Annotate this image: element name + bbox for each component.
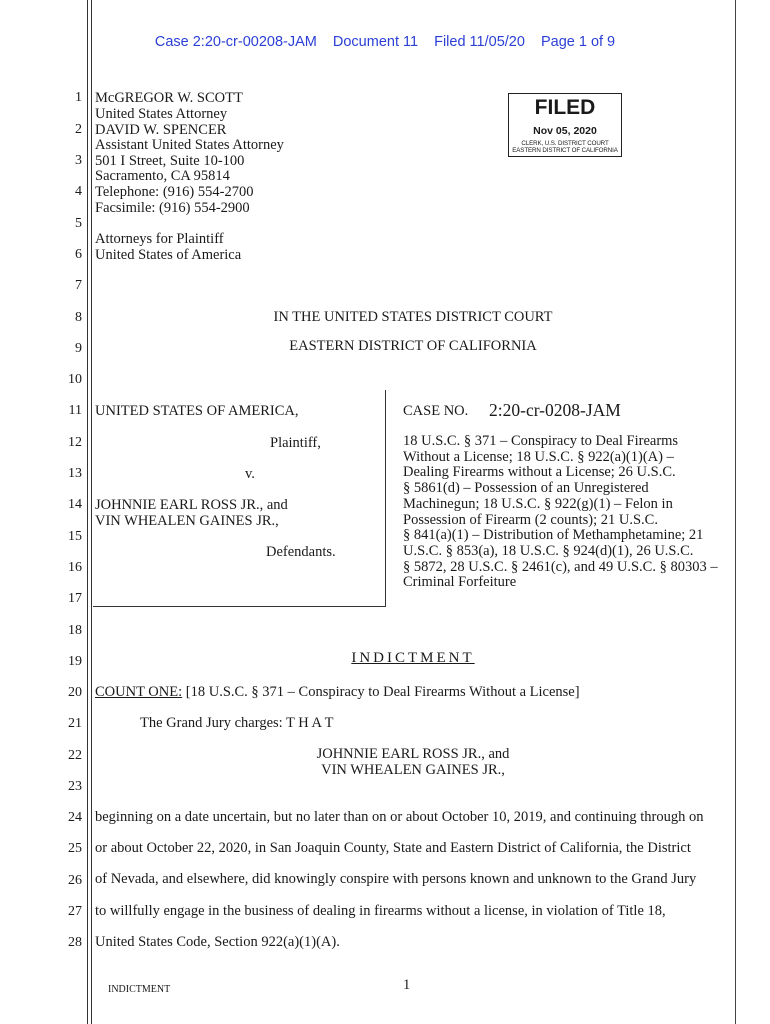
document-number: Document 11 [332,34,419,50]
defendant-name: JOHNNIE EARL ROSS JR., and [316,746,510,762]
versus: v. [245,466,255,482]
body-line: beginning on a date uncertain, but no later than on or about October 10, 2019, and continuing through on [95,809,704,825]
body-line: of Nevada, and elsewhere, did knowingly conspire with persons known and unknown to the Grand Jury [95,871,697,887]
defendant-name: VIN WHEALEN GAINES JR., [95,513,279,529]
filed-stamp-district: EASTERN DISTRICT OF CALIFORNIA [512,147,618,154]
counsel-line: DAVID W. SPENCER [95,122,227,138]
line-number: 7 [75,278,82,293]
counsel-line: Facsimile: (916) 554-2900 [95,200,250,216]
right-margin-line [735,0,736,1024]
case-number: Case 2:20-cr-00208-JAM [154,34,317,50]
filed-stamp [508,93,622,157]
footer-label: INDICTMENT [108,984,171,995]
counsel-line: Assistant United States Attorney [95,137,284,153]
line-number: 1 [75,90,82,105]
count-heading [95,684,580,701]
charge-line: U.S.C. § 853(a), 18 U.S.C. § 924(d)(1), 26 U.S.C. [403,542,694,559]
line-number: 8 [75,310,82,325]
indictment-title: INDICTMENT [351,650,475,666]
body-line: or about October 22, 2020, in San Joaquin County, State and Eastern District of California, the District [95,840,691,856]
counsel-line: Telephone: (916) 554-2700 [95,184,254,200]
line-number: 16 [68,560,82,575]
court-district: EASTERN DISTRICT OF CALIFORNIA [289,338,537,354]
filed-stamp-clerk: CLERK, U.S. DISTRICT COURT [521,140,609,147]
line-number: 24 [68,810,82,825]
line-number: 13 [68,466,82,481]
page-indicator: Page 1 of 9 [540,34,616,50]
line-number: 15 [68,529,82,544]
case-no-value: 2:20-cr-0208-JAM [489,400,621,420]
case-header [0,34,770,50]
line-number: 26 [68,873,82,888]
charges-intro: The Grand Jury charges: T H A T [140,715,334,731]
left-margin-line [87,0,88,1024]
charge-line: § 5872, 28 U.S.C. § 2461(c), and 49 U.S.C. § 80303 – [403,558,718,575]
charge-line: Possession of Firearm (2 counts); 21 U.S.C. [403,511,658,528]
charges-list [403,434,733,591]
charge-line: Machinegun; 18 U.S.C. § 922(g)(1) – Felon in [403,495,673,512]
count-text: [18 U.S.C. § 371 – Conspiracy to Deal Firearms Without a License] [185,684,580,700]
defendant-name: VIN WHEALEN GAINES JR., [321,762,505,778]
body-line: United States Code, Section 922(a)(1)(A). [95,934,340,950]
line-number: 4 [75,184,82,199]
charge-line: Without a License; 18 U.S.C. § 922(a)(1)(A) – [403,448,674,465]
case-no-label: CASE NO. [403,403,469,419]
filed-date: Filed 11/05/20 [434,34,525,50]
line-number: 23 [68,779,82,794]
line-number: 21 [68,716,82,731]
filed-stamp-date: Nov 05, 2020 [533,125,597,137]
line-number: 12 [68,435,82,450]
line-number: 27 [68,904,82,919]
line-number: 22 [68,748,82,763]
line-number: 18 [68,623,82,638]
line-number: 11 [68,403,82,418]
counsel-line: 501 I Street, Suite 10-100 [95,153,245,169]
line-number: 14 [68,497,82,512]
charge-line: § 841(a)(1) – Distribution of Methamphetamine; 21 [403,527,704,544]
line-number: 17 [68,591,82,606]
plaintiff-name: UNITED STATES OF AMERICA, [95,403,299,419]
line-number: 25 [68,841,82,856]
counsel-line: Sacramento, CA 95814 [95,168,230,184]
charge-line: Dealing Firearms without a License; 26 U.S.C. [403,464,676,481]
left-margin-line-inner [91,0,92,1024]
body-line: to willfully engage in the business of dealing in firearms without a license, in violation of Title 18, [95,903,666,919]
line-number: 5 [75,216,82,231]
page-number: 1 [403,977,411,993]
line-number: 6 [75,247,82,262]
count-label: COUNT ONE: [95,684,183,700]
charge-line: § 5861(d) – Possession of an Unregistered [403,480,649,497]
line-number: 2 [75,122,82,137]
line-number: 9 [75,341,82,356]
defendant-name: JOHNNIE EARL ROSS JR., and [95,497,288,513]
counsel-line: United States Attorney [95,106,228,122]
caption-divider-horizontal [93,606,386,607]
line-number: 20 [68,685,82,700]
line-number: 19 [68,654,82,669]
counsel-line: McGREGOR W. SCOTT [95,90,243,106]
defendant-role: Defendants. [266,544,336,560]
court-name: IN THE UNITED STATES DISTRICT COURT [273,309,553,325]
charge-line: Criminal Forfeiture [403,574,517,591]
line-number: 28 [68,935,82,950]
plaintiff-role: Plaintiff, [270,435,321,451]
line-number: 10 [68,372,82,387]
caption-divider-vertical [385,390,386,607]
attorneys-for-line: United States of America [95,247,242,263]
line-number: 3 [75,153,82,168]
attorneys-for-line: Attorneys for Plaintiff [95,231,224,247]
charge-line: 18 U.S.C. § 371 – Conspiracy to Deal Firearms [403,433,679,449]
filed-stamp-title: FILED [534,96,596,119]
